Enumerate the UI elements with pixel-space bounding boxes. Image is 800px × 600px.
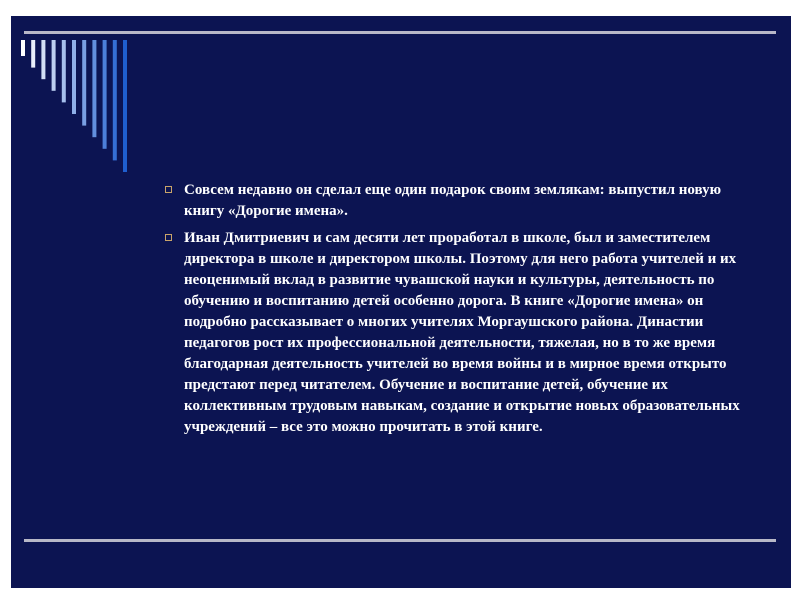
paragraph-text-1: Совсем недавно он сделал еще один подарок своим землякам: выпустил новую книгу «Дорогие имена». xyxy=(184,182,722,219)
stripe-bar xyxy=(52,40,56,91)
stripe-bar xyxy=(82,40,86,126)
square-bullet-icon xyxy=(165,186,172,193)
stripe-bar xyxy=(31,40,35,68)
paragraph-text-2: Иван Дмитриевич и сам десяти лет проработал в школе, был и заместителем директора в школе и директором школы. Поэтому для него работа учителей и их неоценимый вклад в развитие чувашской науки и культуры, деятельность по обучению и воспитанию детей особенно дорога. В книге «Дорогие имена» он подробно рассказывает о многих учителях Моргаушского района. Династии педагогов рост их профессиональной деятельности, тяжелая, но в то же время благодарная деятельность учителей во время войны и в мирное время открыто предстают перед читателем. Обучение и воспитание детей, обучение их коллективным трудовым навыкам, создание и открытие новых образовательных учреждений – все это можно прочитать в этой книге. xyxy=(184,230,740,435)
top-divider xyxy=(24,31,776,34)
stripe-bar xyxy=(62,40,66,102)
stripe-bar xyxy=(103,40,107,149)
stripe-bar xyxy=(92,40,96,137)
stripe-bar xyxy=(41,40,45,79)
slide-body xyxy=(165,180,755,444)
bottom-divider xyxy=(24,539,776,542)
stripe-bar xyxy=(123,40,127,172)
stripe-bar xyxy=(113,40,117,160)
stripe-bar xyxy=(72,40,76,114)
stripe-bar xyxy=(21,40,25,56)
square-bullet-icon xyxy=(165,234,172,241)
bullet-paragraph-1 xyxy=(165,180,755,222)
bullet-paragraph-2 xyxy=(165,228,755,438)
